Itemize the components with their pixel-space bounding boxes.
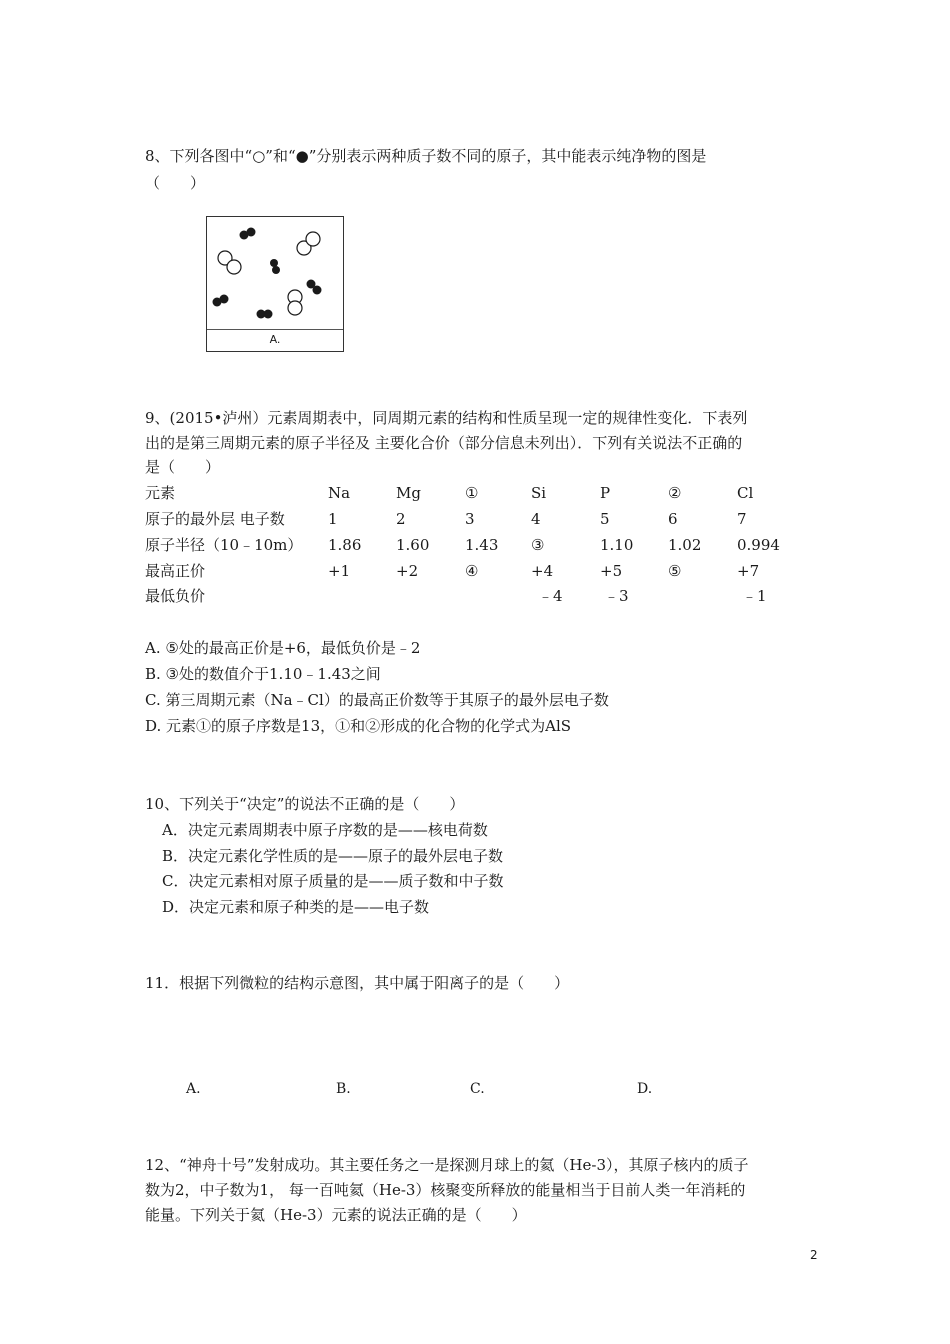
page-number: 2 bbox=[810, 1248, 818, 1262]
q10-option-a: A．决定元素周期表中原子序数的是——核电荷数 bbox=[162, 821, 488, 839]
molecule-diagram bbox=[207, 217, 343, 329]
table-row-label: 元素 bbox=[145, 484, 176, 502]
black-atom bbox=[220, 295, 229, 304]
q10-option-c: C．决定元素相对原子质量的是——质子数和中子数 bbox=[162, 872, 504, 890]
table-cell: +5 bbox=[600, 562, 623, 580]
figure-label: A. bbox=[269, 333, 281, 346]
table-row-label: 原子半径（10﹣10m） bbox=[145, 536, 303, 554]
table-cell: +1 bbox=[328, 562, 351, 580]
q9-option-b: B. ③处的数值介于1.10﹣1.43之间 bbox=[145, 665, 381, 683]
table-row-label: 最高正价 bbox=[145, 562, 206, 580]
q10-option-b: B．决定元素化学性质的是——原子的最外层电子数 bbox=[162, 847, 504, 865]
table-cell: 3 bbox=[465, 510, 475, 528]
table-cell: ④ bbox=[465, 562, 479, 580]
q8-line2: （ ） bbox=[145, 174, 206, 192]
q12-line1: 12、“神舟十号”发射成功。其主要任务之一是探测月球上的氦（He-3），其原子核内的质子 bbox=[145, 1156, 749, 1174]
table-cell: 2 bbox=[396, 510, 406, 528]
table-cell: ⑤ bbox=[668, 562, 682, 580]
black-atom bbox=[270, 259, 278, 267]
table-cell: 0.994 bbox=[737, 536, 780, 554]
table-cell: +4 bbox=[531, 562, 554, 580]
q11-choice-d: D. bbox=[637, 1081, 653, 1097]
q11-choice-b: B. bbox=[336, 1081, 351, 1097]
table-cell: 1.02 bbox=[668, 536, 702, 554]
black-atom bbox=[264, 310, 273, 319]
table-cell: ﹣1 bbox=[742, 587, 767, 605]
table-cell: ﹣3 bbox=[604, 587, 629, 605]
black-atom bbox=[272, 266, 280, 274]
black-atom bbox=[247, 228, 256, 237]
table-cell: Mg bbox=[396, 484, 421, 502]
q9-line1: 9、(2015•泸州）元素周期表中，同周期元素的结构和性质呈现一定的规律性变化．下表列 bbox=[145, 409, 748, 427]
table-cell: 1 bbox=[328, 510, 338, 528]
table-cell: 6 bbox=[668, 510, 678, 528]
table-cell: 1.86 bbox=[328, 536, 362, 554]
black-atom bbox=[313, 286, 322, 295]
table-cell: 1.10 bbox=[600, 536, 634, 554]
q11-choice-a: A. bbox=[186, 1081, 201, 1097]
table-cell: ① bbox=[465, 484, 479, 502]
q9-option-c: C. 第三周期元素（Na﹣Cl）的最高正价数等于其原子的最外层电子数 bbox=[145, 691, 609, 709]
table-row-label: 原子的最外层 电子数 bbox=[145, 510, 285, 528]
q9-line3: 是（ ） bbox=[145, 458, 221, 476]
table-cell: +2 bbox=[396, 562, 419, 580]
q9-option-a: A. ⑤处的最高正价是+6，最低负价是﹣2 bbox=[145, 639, 421, 657]
table-cell: 5 bbox=[600, 510, 610, 528]
table-cell: Si bbox=[531, 484, 547, 502]
q9-line2: 出的是第三周期元素的原子半径及 主要化合价（部分信息未列出）．下列有关说法不正确的 bbox=[145, 434, 743, 452]
table-cell: 4 bbox=[531, 510, 541, 528]
q10-option-d: D．决定元素和原子种类的是——电子数 bbox=[162, 898, 430, 916]
table-cell: Cl bbox=[737, 484, 754, 502]
table-cell: P bbox=[600, 484, 611, 502]
q9-option-d: D. 元素①的原子序数是13，①和②形成的化合物的化学式为AlS bbox=[145, 717, 572, 735]
q12-line3: 能量。下列关于氦（He-3）元素的说法正确的是（ ） bbox=[145, 1206, 527, 1224]
table-cell: ③ bbox=[531, 536, 545, 554]
q11-line1: 11．根据下列微粒的结构示意图，其中属于阳离子的是（ ） bbox=[145, 974, 570, 992]
q10-line1: 10、下列关于“决定”的说法不正确的是（ ） bbox=[145, 795, 465, 813]
q8-figure-a bbox=[206, 216, 344, 352]
q12-line2: 数为2，中子数为1， 每一百吨氦（He-3）核聚变所释放的能量相当于目前人类一年消耗的 bbox=[145, 1181, 746, 1199]
table-cell: ② bbox=[668, 484, 682, 502]
table-cell: 1.60 bbox=[396, 536, 430, 554]
q8-line1: 8、下列各图中“○”和“●”分别表示两种质子数不同的原子，其中能表示纯净物的图是 bbox=[145, 147, 707, 165]
white-atom bbox=[288, 301, 302, 315]
table-cell: 7 bbox=[737, 510, 747, 528]
table-cell: +7 bbox=[737, 562, 760, 580]
q11-choice-c: C. bbox=[470, 1081, 485, 1097]
table-cell: 1.43 bbox=[465, 536, 499, 554]
white-atom bbox=[227, 260, 241, 274]
white-atom bbox=[306, 232, 320, 246]
table-cell: ﹣4 bbox=[538, 587, 563, 605]
table-row-label: 最低负价 bbox=[145, 587, 206, 605]
table-cell: Na bbox=[328, 484, 351, 502]
figure-divider bbox=[207, 329, 343, 330]
